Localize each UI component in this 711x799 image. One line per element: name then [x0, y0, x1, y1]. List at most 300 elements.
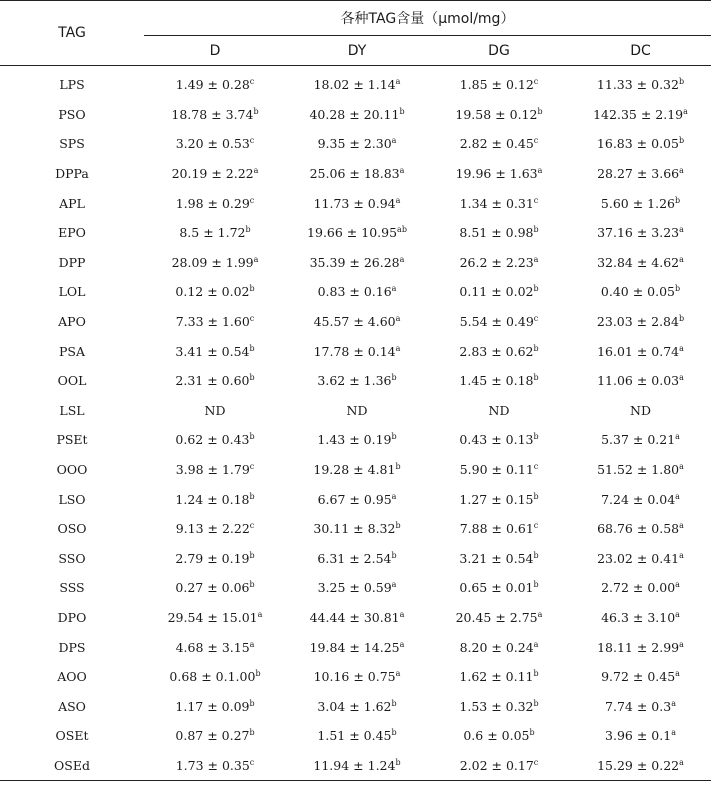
value-text: 5.90 ± 0.11	[459, 462, 534, 478]
significance-letter: a	[679, 462, 684, 472]
significance-letter: b	[533, 225, 539, 235]
value-text: 1.51 ± 0.45	[317, 728, 392, 744]
significance-letter: b	[391, 373, 397, 383]
value-text: 1.34 ± 0.31	[459, 195, 534, 211]
value-text: 1.27 ± 0.15	[459, 491, 534, 507]
tag-name-cell: ASO	[58, 698, 86, 714]
value-text: 1.49 ± 0.28	[175, 77, 250, 93]
significance-letter: c	[249, 136, 255, 146]
significance-letter: b	[255, 669, 261, 679]
value-cell	[428, 336, 570, 366]
significance-letter: a	[257, 609, 263, 619]
table-row	[0, 277, 711, 307]
table-row	[0, 188, 711, 218]
tag-name-cell: DPS	[58, 639, 86, 655]
value-cell	[286, 100, 428, 130]
value-cell	[428, 721, 570, 751]
value-cell	[286, 603, 428, 633]
value-text: 0.12 ± 0.02	[175, 284, 250, 300]
value-cell	[570, 277, 711, 307]
value-text: 2.31 ± 0.60	[175, 373, 250, 389]
tag-name-cell: PSA	[58, 343, 85, 359]
value-cell	[286, 751, 428, 781]
tag-name-cell: LPS	[59, 77, 85, 93]
significance-letter: b	[674, 195, 681, 205]
value-text: 0.83 ± 0.16	[317, 284, 392, 300]
significance-letter: b	[395, 757, 401, 767]
value-cell	[428, 248, 570, 278]
value-text: 17.78 ± 0.14	[313, 343, 396, 359]
tag-name-cell: DPP	[58, 254, 86, 270]
significance-letter: b	[395, 462, 401, 472]
value-cell	[144, 544, 286, 574]
value-text: ND	[204, 402, 226, 418]
value-text: 2.79 ± 0.19	[175, 550, 250, 566]
value-cell	[428, 573, 570, 603]
value-cell	[286, 573, 428, 603]
value-text: 6.67 ± 0.95	[317, 491, 392, 507]
significance-letter: a	[679, 225, 684, 235]
significance-letter: b	[249, 698, 255, 708]
value-text: 3.98 ± 1.79	[175, 462, 250, 478]
value-cell	[286, 544, 428, 574]
significance-letter: b	[678, 77, 685, 87]
value-cell	[428, 129, 570, 159]
value-cell	[144, 425, 286, 455]
value-text: 3.20 ± 0.53	[175, 136, 250, 152]
value-cell	[286, 366, 428, 396]
value-text: 45.57 ± 4.60	[313, 314, 396, 330]
table-row	[0, 129, 711, 159]
tag-name-cell: PSO	[58, 106, 86, 122]
value-cell	[428, 484, 570, 514]
significance-letter: a	[675, 432, 680, 442]
significance-letter: b	[245, 225, 251, 235]
table-row	[0, 425, 711, 455]
value-cell	[286, 662, 428, 692]
value-cell	[144, 129, 286, 159]
significance-letter: c	[533, 521, 539, 531]
value-cell	[144, 662, 286, 692]
significance-letter: a	[671, 728, 676, 738]
value-text: 8.51 ± 0.98	[459, 225, 534, 241]
significance-letter: a	[679, 254, 684, 264]
tag-name-cell: LSL	[59, 402, 85, 418]
significance-letter: a	[675, 669, 680, 679]
significance-letter: b	[249, 373, 255, 383]
significance-letter: b	[249, 550, 255, 560]
value-text: ND	[630, 402, 651, 418]
value-cell	[570, 336, 711, 366]
value-cell	[570, 721, 711, 751]
value-text: 1.73 ± 0.35	[175, 757, 250, 773]
value-text: 20.19 ± 2.22	[171, 166, 254, 182]
value-cell	[428, 691, 570, 721]
value-cell	[570, 455, 711, 485]
value-cell	[144, 455, 286, 485]
value-text: 51.52 ± 1.80	[597, 462, 680, 478]
table-row	[0, 307, 711, 337]
value-text: 1.53 ± 0.32	[459, 698, 534, 714]
column-header-dy: DY	[286, 36, 428, 66]
value-cell	[286, 66, 428, 100]
value-text: 46.3 ± 3.10	[601, 609, 676, 625]
value-text: 19.66 ± 10.95	[307, 225, 398, 241]
value-text: 18.02 ± 1.14	[313, 77, 396, 93]
significance-letter: a	[399, 254, 405, 264]
value-cell	[570, 603, 711, 633]
value-cell	[428, 632, 570, 662]
value-cell	[286, 218, 428, 248]
value-text: 11.94 ± 1.24	[313, 757, 396, 773]
value-cell	[428, 514, 570, 544]
value-text: 6.31 ± 2.54	[317, 550, 392, 566]
value-text: 40.28 ± 20.11	[309, 106, 400, 122]
value-text: 8.5 ± 1.72	[179, 225, 246, 241]
value-text: 8.20 ± 0.24	[459, 639, 534, 655]
significance-letter: b	[533, 284, 539, 294]
value-text: 15.29 ± 0.22	[597, 757, 680, 773]
value-cell	[570, 751, 711, 781]
significance-letter: a	[395, 343, 401, 353]
value-cell	[570, 159, 711, 189]
significance-letter: b	[533, 550, 539, 560]
value-cell	[144, 277, 286, 307]
value-cell	[570, 248, 711, 278]
value-text: 4.68 ± 3.15	[175, 639, 250, 655]
tag-name-cell: LOL	[58, 284, 86, 300]
significance-letter: a	[395, 314, 401, 324]
value-text: 0.43 ± 0.13	[459, 432, 534, 448]
table-row	[0, 100, 711, 130]
significance-letter: b	[533, 580, 539, 590]
value-cell	[144, 307, 286, 337]
value-text: 5.54 ± 0.49	[459, 314, 534, 330]
significance-letter: b	[249, 491, 255, 501]
table-row	[0, 573, 711, 603]
significance-letter: a	[395, 77, 401, 87]
value-text: 0.11 ± 0.02	[459, 284, 534, 300]
value-text: 142.35 ± 2.19	[593, 106, 684, 122]
value-text: 2.82 ± 0.45	[459, 136, 534, 152]
significance-letter: a	[679, 521, 684, 531]
significance-letter: a	[533, 254, 539, 264]
value-cell	[570, 425, 711, 455]
tag-name-cell: OSO	[57, 521, 87, 537]
significance-letter: a	[395, 669, 401, 679]
value-text: 18.78 ± 3.74	[171, 106, 254, 122]
value-text: 26.2 ± 2.23	[459, 254, 534, 270]
group-header-label: 各种TAG含量（μmol/mg）	[340, 11, 515, 27]
value-cell	[428, 277, 570, 307]
group-header	[144, 1, 711, 36]
significance-letter: a	[679, 343, 684, 353]
tag-name-cell: DPPa	[55, 166, 89, 182]
value-text: 19.96 ± 1.63	[455, 166, 538, 182]
value-text: 19.28 ± 4.81	[313, 462, 396, 478]
value-cell	[428, 188, 570, 218]
table-row	[0, 544, 711, 574]
value-cell	[570, 129, 711, 159]
value-cell	[144, 721, 286, 751]
tag-name-cell: SPS	[59, 136, 85, 152]
value-text: 1.98 ± 0.29	[175, 195, 250, 211]
significance-letter: a	[679, 639, 684, 649]
significance-letter: b	[253, 106, 259, 116]
value-text: 18.11 ± 2.99	[597, 639, 680, 655]
value-text: 0.87 ± 0.27	[175, 728, 250, 744]
value-text: 3.04 ± 1.62	[317, 698, 392, 714]
value-text: 20.45 ± 2.75	[455, 609, 538, 625]
value-cell	[144, 573, 286, 603]
value-cell	[570, 514, 711, 544]
value-cell	[286, 721, 428, 751]
significance-letter: a	[391, 136, 397, 146]
significance-letter: b	[391, 698, 397, 708]
value-text: 7.88 ± 0.61	[459, 521, 534, 537]
significance-letter: b	[391, 432, 397, 442]
significance-letter: b	[678, 136, 685, 146]
significance-letter: b	[399, 106, 405, 116]
value-cell	[144, 100, 286, 130]
significance-letter: c	[249, 77, 255, 87]
significance-letter: b	[674, 284, 681, 294]
significance-letter: a	[391, 284, 397, 294]
value-cell	[144, 484, 286, 514]
significance-letter: a	[679, 757, 684, 767]
table-row	[0, 248, 711, 278]
value-cell	[428, 396, 570, 426]
value-cell	[144, 66, 286, 100]
significance-letter: b	[529, 728, 535, 738]
value-text: 0.62 ± 0.43	[175, 432, 250, 448]
significance-letter: b	[249, 728, 255, 738]
significance-letter: a	[399, 639, 405, 649]
value-cell	[570, 573, 711, 603]
significance-letter: a	[395, 195, 401, 205]
value-cell	[428, 544, 570, 574]
value-cell	[428, 425, 570, 455]
tag-name-cell: LSO	[58, 491, 86, 507]
value-cell	[144, 218, 286, 248]
significance-letter: c	[533, 314, 539, 324]
value-cell	[144, 691, 286, 721]
tag-name-cell: OSEd	[54, 757, 90, 773]
significance-letter: c	[249, 462, 255, 472]
significance-letter: c	[249, 521, 255, 531]
value-cell	[286, 307, 428, 337]
significance-letter: a	[533, 639, 539, 649]
significance-letter: b	[249, 343, 255, 353]
value-cell	[286, 455, 428, 485]
value-text: 0.65 ± 0.01	[459, 580, 534, 596]
significance-letter: a	[675, 491, 680, 501]
significance-letter: b	[533, 373, 539, 383]
value-cell	[286, 632, 428, 662]
significance-letter: a	[399, 166, 405, 176]
value-cell	[286, 691, 428, 721]
table-row	[0, 455, 711, 485]
value-cell	[286, 248, 428, 278]
value-text: 9.35 ± 2.30	[317, 136, 392, 152]
value-cell	[428, 66, 570, 100]
significance-letter: c	[533, 757, 539, 767]
significance-letter: b	[537, 106, 543, 116]
value-text: 2.02 ± 0.17	[459, 757, 534, 773]
significance-letter: b	[395, 521, 401, 531]
significance-letter: b	[249, 284, 255, 294]
tag-name-cell: PSEt	[56, 432, 88, 448]
table-row	[0, 603, 711, 633]
value-cell	[428, 603, 570, 633]
value-text: 3.21 ± 0.54	[459, 550, 534, 566]
table-row	[0, 366, 711, 396]
value-text: 2.83 ± 0.62	[459, 343, 534, 359]
table-row	[0, 721, 711, 751]
table-header	[0, 1, 711, 66]
significance-letter: a	[537, 166, 543, 176]
value-cell	[144, 159, 286, 189]
value-cell	[286, 188, 428, 218]
value-text: 23.03 ± 2.84	[596, 314, 679, 330]
value-cell	[570, 632, 711, 662]
table-row	[0, 662, 711, 692]
tag-name-cell: OOO	[56, 462, 88, 478]
value-text: 23.02 ± 0.41	[597, 550, 680, 566]
value-text: 68.76 ± 0.58	[597, 521, 680, 537]
tag-name-cell: APO	[58, 314, 86, 330]
column-header-dg: DG	[428, 36, 570, 66]
significance-letter: b	[533, 343, 539, 353]
value-cell	[428, 455, 570, 485]
significance-letter: b	[533, 491, 539, 501]
value-text: 3.25 ± 0.59	[317, 580, 392, 596]
table-row	[0, 751, 711, 781]
value-cell	[286, 277, 428, 307]
value-cell	[286, 484, 428, 514]
value-text: 5.60 ± 1.26	[600, 195, 675, 211]
value-cell	[428, 218, 570, 248]
value-text: 28.09 ± 1.99	[171, 254, 254, 270]
table-row	[0, 218, 711, 248]
value-text: 19.58 ± 0.12	[455, 106, 538, 122]
value-text: 11.06 ± 0.03	[597, 373, 680, 389]
tag-name-cell: AOO	[57, 669, 87, 685]
value-text: 1.17 ± 0.09	[175, 698, 250, 714]
tag-name-cell: SSO	[58, 550, 86, 566]
value-text: 0.40 ± 0.05	[600, 284, 675, 300]
value-cell	[428, 307, 570, 337]
value-text: 30.11 ± 8.32	[313, 521, 396, 537]
value-cell	[570, 307, 711, 337]
value-text: 3.96 ± 0.1	[605, 728, 672, 744]
significance-letter: a	[253, 166, 259, 176]
significance-letter: b	[533, 698, 539, 708]
significance-letter: a	[537, 609, 543, 619]
table-body	[0, 66, 711, 781]
significance-letter: c	[533, 77, 539, 87]
value-text: 1.43 ± 0.19	[317, 432, 392, 448]
value-text: 2.72 ± 0.00	[601, 580, 676, 596]
table-row	[0, 514, 711, 544]
value-text: 7.74 ± 0.3	[605, 698, 672, 714]
value-text: 1.85 ± 0.12	[459, 77, 534, 93]
value-text: ND	[346, 402, 368, 418]
significance-letter: a	[679, 550, 684, 560]
tag-name-cell: APL	[59, 195, 85, 211]
value-cell	[570, 218, 711, 248]
significance-letter: c	[249, 195, 255, 205]
significance-letter: a	[399, 609, 405, 619]
value-cell	[144, 188, 286, 218]
significance-letter: b	[249, 580, 255, 590]
table-row	[0, 396, 711, 426]
value-cell	[144, 248, 286, 278]
value-cell	[144, 366, 286, 396]
value-cell	[144, 396, 286, 426]
value-text: 1.45 ± 0.18	[459, 373, 534, 389]
value-text: 44.44 ± 30.81	[309, 609, 400, 625]
tag-name-cell: EPO	[58, 225, 86, 241]
value-text: 0.6 ± 0.05	[463, 728, 530, 744]
value-text: 19.84 ± 14.25	[309, 639, 400, 655]
value-cell	[286, 396, 428, 426]
significance-letter: c	[249, 757, 255, 767]
value-text: 10.16 ± 0.75	[313, 669, 396, 685]
significance-letter: a	[675, 609, 680, 619]
value-text: 16.83 ± 0.05	[596, 136, 679, 152]
value-text: 0.68 ± 0.1.00	[169, 669, 256, 685]
tag-name-cell: SSS	[59, 580, 85, 596]
value-cell	[570, 662, 711, 692]
significance-letter: a	[679, 373, 684, 383]
value-cell	[570, 100, 711, 130]
value-cell	[286, 425, 428, 455]
value-cell	[144, 751, 286, 781]
value-cell	[570, 544, 711, 574]
value-cell	[428, 100, 570, 130]
significance-letter: a	[679, 166, 684, 176]
significance-letter: a	[675, 580, 680, 590]
value-cell	[570, 484, 711, 514]
significance-letter: c	[533, 195, 539, 205]
value-cell	[428, 159, 570, 189]
tag-name-cell: DPO	[57, 609, 87, 625]
value-cell	[428, 662, 570, 692]
tag-name-cell: OOL	[57, 373, 87, 389]
value-text: ND	[488, 402, 510, 418]
column-header-dc: DC	[570, 36, 711, 66]
significance-letter: b	[391, 728, 397, 738]
table-row	[0, 336, 711, 366]
value-text: 29.54 ± 15.01	[167, 609, 258, 625]
value-cell	[144, 603, 286, 633]
value-text: 0.27 ± 0.06	[175, 580, 250, 596]
table-row	[0, 66, 711, 100]
significance-letter: ab	[397, 225, 407, 235]
value-text: 9.72 ± 0.45	[601, 669, 676, 685]
value-cell	[286, 514, 428, 544]
value-text: 28.27 ± 3.66	[597, 166, 680, 182]
value-cell	[286, 159, 428, 189]
value-cell	[570, 66, 711, 100]
value-text: 7.24 ± 0.04	[601, 491, 676, 507]
significance-letter: a	[249, 639, 255, 649]
tag-name-cell: OSEt	[55, 728, 89, 744]
value-text: 1.62 ± 0.11	[459, 669, 534, 685]
tag-column-header: TAG	[0, 1, 144, 66]
value-cell	[286, 129, 428, 159]
